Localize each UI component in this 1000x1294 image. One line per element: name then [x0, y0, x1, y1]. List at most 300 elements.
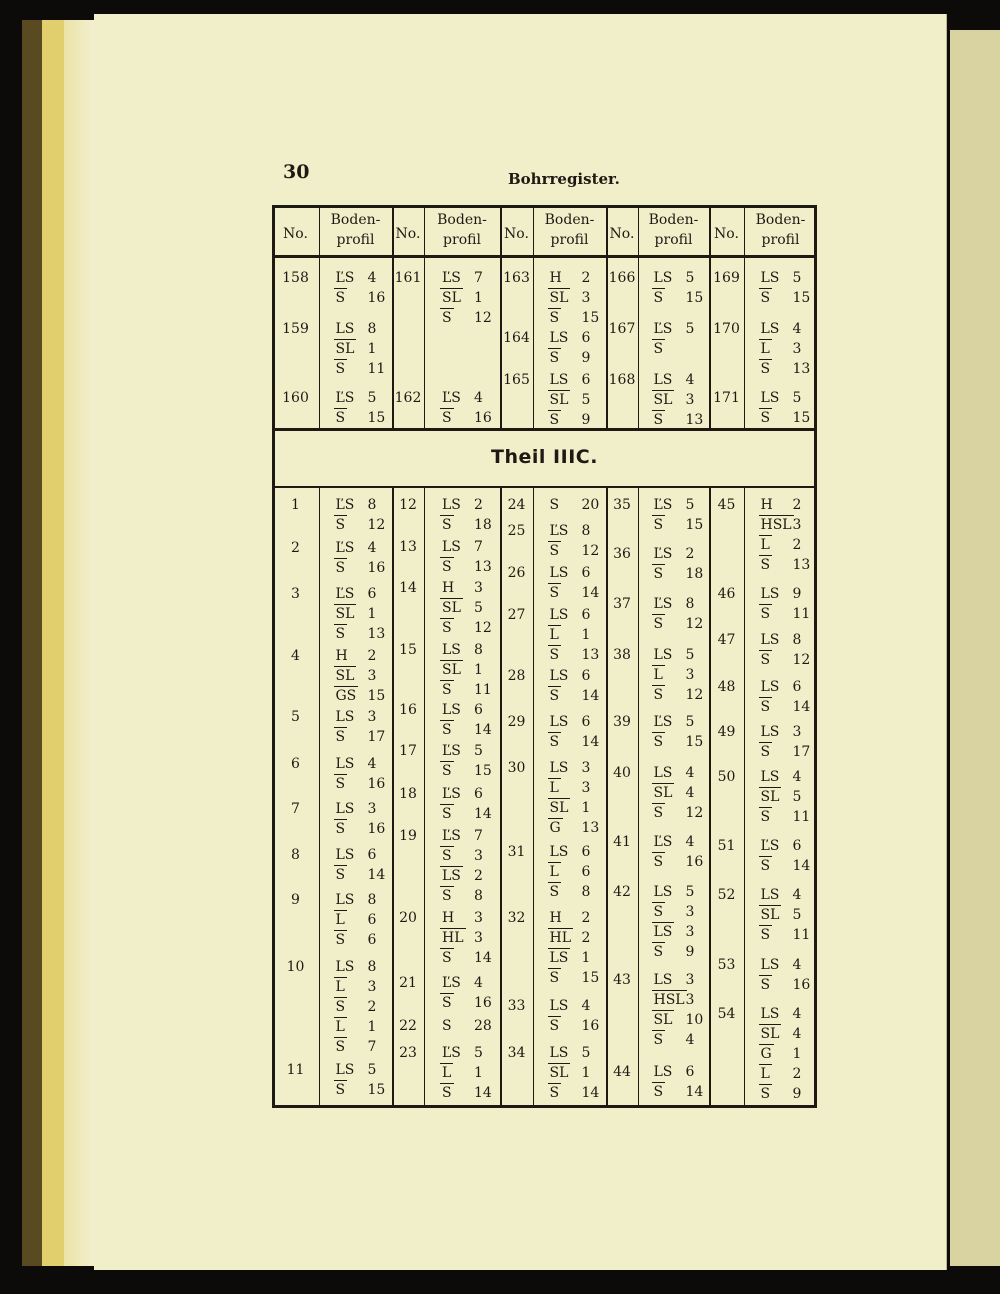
- layer-thickness: 4: [685, 765, 695, 781]
- soil-layer: [319, 584, 392, 604]
- layer-thickness: 4: [685, 1032, 695, 1048]
- layer-thickness: 6: [581, 565, 591, 581]
- soil-symbol: LS: [442, 702, 461, 718]
- soil-layer: [744, 807, 817, 827]
- layer-thickness: 9: [792, 1086, 802, 1102]
- soil-symbol: H: [549, 910, 562, 926]
- theil-borehole-no: 49: [717, 724, 736, 740]
- layer-thickness: 8: [581, 884, 591, 900]
- soil-layer: [744, 955, 817, 975]
- soil-symbol: LS: [442, 539, 461, 555]
- soil-symbol: S: [442, 950, 452, 966]
- soil-layer: [533, 862, 606, 882]
- top-borehole-no: 159: [282, 321, 309, 337]
- soil-symbol: LS: [760, 321, 780, 337]
- soil-layer: [638, 515, 709, 535]
- soil-layer: [638, 882, 709, 902]
- header-rule: [275, 255, 814, 258]
- layer-thickness: 2: [367, 999, 377, 1015]
- header-bodenprofil: [424, 210, 500, 250]
- theil-soil-profile: [638, 544, 709, 584]
- theil-borehole-no: 41: [613, 834, 631, 850]
- soil-layer: [638, 495, 709, 515]
- soil-symbol: S: [335, 560, 346, 576]
- soil-symbol: S: [442, 517, 452, 533]
- layer-thickness: 16: [367, 776, 386, 792]
- theil-borehole-no: 27: [507, 607, 526, 623]
- soil-layer: [638, 970, 709, 990]
- soil-symbol: S: [442, 559, 452, 575]
- header-no: No.: [395, 226, 421, 242]
- soil-symbol: ĽS: [442, 786, 461, 802]
- soil-symbol: SL: [760, 907, 780, 923]
- soil-symbol: S: [760, 809, 771, 825]
- layer-thickness: 3: [685, 924, 695, 940]
- soil-symbol: L: [442, 1065, 452, 1081]
- soil-symbol: ĽS: [335, 586, 355, 602]
- soil-layer: [533, 798, 606, 818]
- soil-symbol: G: [760, 1046, 772, 1062]
- theil-soil-profile: [319, 957, 392, 1057]
- soil-layer: [319, 686, 392, 706]
- layer-thickness: 8: [685, 596, 695, 612]
- theil-borehole-no: 16: [399, 702, 417, 718]
- theil-soil-profile: [424, 826, 500, 906]
- soil-layer: [424, 640, 500, 660]
- layer-thickness: 6: [792, 838, 802, 854]
- theil-soil-profile: [533, 712, 606, 752]
- soil-layer: [533, 541, 606, 561]
- soil-symbol: S: [549, 970, 560, 986]
- soil-layer: [638, 390, 709, 410]
- layer-thickness: 16: [685, 854, 704, 870]
- layer-thickness: 3: [792, 341, 802, 357]
- layer-thickness: 5: [581, 392, 591, 408]
- theil-borehole-no: 6: [291, 756, 300, 772]
- theil-soil-profile: [319, 646, 392, 706]
- layer-thickness: 2: [792, 497, 802, 513]
- soil-symbol: H: [760, 497, 773, 513]
- theil-soil-profile: [319, 584, 392, 644]
- soil-symbol: S: [442, 763, 452, 779]
- layer-thickness: 1: [581, 1065, 591, 1081]
- layer-thickness: 13: [581, 647, 600, 663]
- top-soil-profile: [424, 388, 500, 428]
- soil-symbol: S: [442, 995, 452, 1011]
- top-soil-profile: [744, 268, 817, 308]
- soil-layer: [424, 928, 500, 948]
- layer-thickness: 1: [367, 341, 377, 357]
- layer-thickness: 16: [792, 977, 811, 993]
- soil-symbol: S: [549, 647, 560, 663]
- soil-symbol: LS: [653, 765, 673, 781]
- soil-symbol: S: [549, 412, 560, 428]
- layer-thickness: 3: [685, 667, 695, 683]
- layer-thickness: 6: [474, 786, 483, 802]
- layer-thickness: 3: [474, 930, 483, 946]
- layer-thickness: 14: [581, 734, 600, 750]
- soil-symbol: S: [653, 290, 664, 306]
- soil-layer: [744, 388, 817, 408]
- book-page-edges: [42, 20, 64, 1266]
- layer-thickness: 2: [474, 497, 483, 513]
- soil-layer: [533, 666, 606, 686]
- layer-thickness: 4: [474, 975, 483, 991]
- soil-symbol: ĽS: [760, 838, 780, 854]
- soil-layer: [319, 388, 392, 408]
- soil-symbol: S: [760, 699, 771, 715]
- soil-layer: [638, 645, 709, 665]
- theil-borehole-no: 8: [291, 847, 300, 863]
- theil-soil-profile: [319, 538, 392, 578]
- theil-soil-profile: [638, 495, 709, 535]
- theil-soil-profile: [744, 495, 817, 575]
- layer-thickness: 7: [474, 828, 483, 844]
- theil-borehole-no: 53: [717, 957, 736, 973]
- soil-layer: [424, 886, 500, 906]
- theil-soil-profile: [533, 605, 606, 665]
- soil-layer: [424, 515, 500, 535]
- layer-thickness: 10: [685, 1012, 704, 1028]
- theil-soil-profile: [319, 1060, 392, 1100]
- soil-layer: [638, 288, 709, 308]
- soil-layer: [424, 1043, 500, 1063]
- layer-thickness: 4: [474, 390, 483, 406]
- layer-thickness: 2: [792, 1066, 802, 1082]
- layer-thickness: 6: [581, 714, 591, 730]
- soil-symbol: S: [653, 904, 664, 920]
- soil-symbol: S: [653, 1084, 664, 1100]
- soil-symbol: L: [760, 537, 770, 553]
- theil-borehole-no: 18: [399, 786, 417, 802]
- soil-layer: [744, 584, 817, 604]
- theil-soil-profile: [533, 666, 606, 706]
- layer-thickness: 5: [474, 743, 483, 759]
- soil-layer: [744, 787, 817, 807]
- layer-thickness: 4: [792, 769, 802, 785]
- layer-thickness: 14: [474, 950, 492, 966]
- layer-thickness: 14: [474, 1085, 492, 1101]
- layer-thickness: 8: [367, 321, 377, 337]
- theil-soil-profile: [638, 970, 709, 1050]
- soil-layer: [744, 359, 817, 379]
- top-borehole-no: 165: [503, 372, 530, 388]
- layer-thickness: 5: [685, 884, 695, 900]
- layer-thickness: 15: [685, 517, 704, 533]
- layer-thickness: 14: [474, 722, 492, 738]
- layer-thickness: 11: [367, 361, 386, 377]
- soil-layer: [424, 741, 500, 761]
- soil-layer: [638, 852, 709, 872]
- soil-layer: [424, 408, 500, 428]
- layer-thickness: 5: [685, 714, 695, 730]
- soil-layer: [533, 495, 606, 515]
- soil-layer: [744, 742, 817, 762]
- layer-thickness: 1: [474, 1065, 483, 1081]
- next-page-edge: [950, 30, 1000, 1266]
- layer-thickness: 7: [367, 1039, 377, 1055]
- soil-symbol: S: [335, 999, 346, 1015]
- soil-symbol: LS: [760, 586, 780, 602]
- soil-symbol: S: [549, 1018, 560, 1034]
- header-no: No.: [283, 226, 308, 242]
- running-head: Bohrregister.: [508, 170, 620, 188]
- theil-borehole-no: 36: [613, 546, 631, 562]
- soil-symbol: S: [549, 585, 560, 601]
- soil-symbol: S: [760, 1086, 771, 1102]
- theil-borehole-no: 29: [507, 714, 526, 730]
- soil-layer: [424, 804, 500, 824]
- layer-thickness: 12: [367, 517, 386, 533]
- soil-layer: [319, 1017, 392, 1037]
- theil-borehole-no: 23: [399, 1045, 417, 1061]
- layer-thickness: 16: [367, 290, 386, 306]
- soil-symbol: S: [760, 557, 771, 573]
- soil-symbol: HL: [442, 930, 464, 946]
- layer-thickness: 1: [792, 1046, 802, 1062]
- soil-layer: [533, 1063, 606, 1083]
- soil-symbol: LS: [760, 724, 780, 740]
- soil-layer: [638, 319, 709, 339]
- theil-soil-profile: [424, 700, 500, 740]
- top-soil-profile: [638, 268, 709, 308]
- soil-layer: [744, 535, 817, 555]
- soil-layer: [319, 604, 392, 624]
- soil-layer: [638, 665, 709, 685]
- soil-layer: [744, 677, 817, 697]
- soil-symbol: H: [442, 910, 455, 926]
- soil-symbol: L: [653, 667, 663, 683]
- soil-layer: [319, 707, 392, 727]
- theil-borehole-no: 31: [507, 844, 526, 860]
- theil-borehole-no: 19: [399, 828, 417, 844]
- layer-thickness: 11: [792, 927, 811, 943]
- soil-layer: [638, 268, 709, 288]
- layer-thickness: 14: [581, 688, 600, 704]
- soil-symbol: S: [442, 310, 452, 326]
- soil-layer: [424, 720, 500, 740]
- top-borehole-no: 158: [282, 270, 309, 286]
- soil-symbol: LS: [335, 892, 355, 908]
- theil-soil-profile: [319, 845, 392, 885]
- soil-symbol: S: [335, 729, 346, 745]
- layer-thickness: 12: [581, 543, 600, 559]
- soil-layer: [319, 558, 392, 578]
- theil-borehole-no: 7: [291, 801, 300, 817]
- header-profil: profil: [761, 232, 800, 248]
- layer-thickness: 3: [685, 392, 695, 408]
- soil-symbol: SL: [653, 1012, 673, 1028]
- soil-layer: [533, 1043, 606, 1063]
- soil-symbol: SL: [335, 606, 355, 622]
- soil-symbol: ĽS: [442, 270, 461, 286]
- soil-layer: [533, 908, 606, 928]
- theil-borehole-no: 15: [399, 642, 417, 658]
- soil-layer: [319, 646, 392, 666]
- top-borehole-no: 170: [713, 321, 740, 337]
- soil-symbol: LS: [760, 270, 780, 286]
- theil-soil-profile: [533, 842, 606, 902]
- layer-thickness: 15: [685, 734, 704, 750]
- theil-soil-profile: [533, 1043, 606, 1103]
- soil-layer: [319, 957, 392, 977]
- soil-layer: [424, 578, 500, 598]
- theil-soil-profile: [533, 563, 606, 603]
- soil-layer: [638, 410, 709, 430]
- soil-symbol: LS: [760, 679, 780, 695]
- soil-symbol: LS: [549, 760, 569, 776]
- theil-soil-profile: [319, 495, 392, 535]
- layer-thickness: 18: [685, 566, 704, 582]
- layer-thickness: 1: [367, 606, 377, 622]
- soil-layer: [533, 712, 606, 732]
- soil-layer: [424, 598, 500, 618]
- soil-symbol: LS: [653, 372, 673, 388]
- layer-thickness: 15: [367, 410, 386, 426]
- soil-symbol: ĽS: [653, 714, 673, 730]
- layer-thickness: 15: [367, 1082, 386, 1098]
- theil-soil-profile: [533, 908, 606, 988]
- theil-soil-profile: [744, 722, 817, 762]
- soil-layer: [638, 990, 709, 1010]
- layer-thickness: 5: [792, 270, 802, 286]
- soil-symbol: HSL: [653, 992, 685, 1008]
- soil-symbol: S: [760, 606, 771, 622]
- soil-symbol: LS: [760, 390, 780, 406]
- theil-borehole-no: 5: [291, 709, 300, 725]
- soil-layer: [319, 997, 392, 1017]
- soil-layer: [424, 537, 500, 557]
- soil-layer: [533, 410, 606, 430]
- soil-layer: [744, 1084, 817, 1104]
- soil-symbol: S: [549, 350, 560, 366]
- layer-thickness: 3: [581, 780, 591, 796]
- soil-layer: [744, 905, 817, 925]
- header-no: No.: [609, 226, 635, 242]
- layer-thickness: 1: [581, 950, 591, 966]
- soil-symbol: S: [335, 410, 346, 426]
- theil-borehole-no: 30: [507, 760, 526, 776]
- section-rule: [275, 486, 814, 488]
- soil-layer: [744, 722, 817, 742]
- header-boden: Boden-: [544, 212, 595, 228]
- layer-thickness: 6: [581, 607, 591, 623]
- theil-soil-profile: [424, 495, 500, 535]
- theil-borehole-no: 38: [613, 647, 631, 663]
- soil-symbol: LS: [760, 887, 780, 903]
- layer-thickness: 3: [581, 290, 591, 306]
- layer-thickness: 5: [685, 497, 695, 513]
- soil-symbol: LS: [653, 924, 673, 940]
- soil-layer: [424, 908, 500, 928]
- theil-soil-profile: [638, 1062, 709, 1102]
- top-borehole-no: 171: [713, 390, 740, 406]
- layer-thickness: 2: [367, 648, 377, 664]
- layer-thickness: 8: [474, 888, 483, 904]
- soil-layer: [638, 614, 709, 634]
- soil-layer: [319, 319, 392, 339]
- theil-borehole-no: 11: [286, 1062, 305, 1078]
- soil-symbol: ĽS: [442, 828, 461, 844]
- theil-soil-profile: [638, 882, 709, 962]
- header-boden: Boden-: [437, 212, 487, 228]
- layer-thickness: 6: [581, 372, 591, 388]
- soil-symbol: S: [335, 1082, 346, 1098]
- layer-thickness: 17: [367, 729, 386, 745]
- theil-soil-profile: [744, 767, 817, 827]
- soil-symbol: HL: [549, 930, 572, 946]
- layer-thickness: 6: [581, 844, 591, 860]
- soil-layer: [533, 948, 606, 968]
- soil-symbol: L: [760, 341, 770, 357]
- soil-symbol: S: [442, 848, 452, 864]
- theil-borehole-no: 37: [613, 596, 631, 612]
- layer-thickness: 15: [367, 688, 386, 704]
- theil-soil-profile: [319, 890, 392, 950]
- layer-thickness: 15: [685, 290, 704, 306]
- top-soil-profile: [319, 388, 392, 428]
- layer-thickness: 15: [792, 410, 811, 426]
- soil-layer: [319, 624, 392, 644]
- soil-layer: [424, 618, 500, 638]
- soil-layer: [424, 680, 500, 700]
- soil-layer: [533, 390, 606, 410]
- top-soil-profile: [319, 319, 392, 379]
- layer-thickness: 3: [367, 979, 377, 995]
- soil-layer: [424, 826, 500, 846]
- theil-soil-profile: [638, 645, 709, 705]
- soil-layer: [319, 977, 392, 997]
- soil-layer: [533, 348, 606, 368]
- soil-layer: [638, 942, 709, 962]
- soil-layer: [638, 803, 709, 823]
- layer-thickness: 15: [581, 970, 600, 986]
- layer-thickness: 14: [792, 858, 811, 874]
- theil-soil-profile: [744, 677, 817, 717]
- soil-symbol: S: [760, 410, 771, 426]
- soil-symbol: L: [549, 780, 559, 796]
- theil-soil-profile: [744, 885, 817, 945]
- soil-symbol: L: [335, 979, 345, 995]
- soil-layer: [638, 339, 709, 359]
- soil-symbol: LS: [442, 497, 461, 513]
- header-profil: profil: [443, 232, 481, 248]
- top-borehole-no: 164: [503, 330, 530, 346]
- layer-thickness: 6: [367, 586, 377, 602]
- soil-layer: [424, 973, 500, 993]
- layer-thickness: 20: [581, 497, 600, 513]
- theil-borehole-no: 3: [291, 586, 300, 602]
- theil-soil-profile: [533, 521, 606, 561]
- theil-borehole-no: 32: [507, 910, 526, 926]
- soil-layer: [638, 732, 709, 752]
- top-soil-profile: [533, 268, 606, 328]
- soil-symbol: LS: [653, 270, 673, 286]
- layer-thickness: 8: [792, 632, 802, 648]
- theil-soil-profile: [744, 584, 817, 624]
- theil-borehole-no: 10: [286, 959, 305, 975]
- theil-soil-profile: [424, 973, 500, 1013]
- soil-symbol: SL: [760, 789, 780, 805]
- layer-thickness: 3: [685, 992, 695, 1008]
- layer-thickness: 4: [792, 1026, 802, 1042]
- soil-symbol: ĽS: [442, 1045, 461, 1061]
- soil-symbol: LS: [653, 884, 673, 900]
- theil-soil-profile: [638, 712, 709, 752]
- soil-symbol: S: [442, 410, 452, 426]
- soil-symbol: LS: [549, 330, 569, 346]
- soil-layer: [319, 1080, 392, 1100]
